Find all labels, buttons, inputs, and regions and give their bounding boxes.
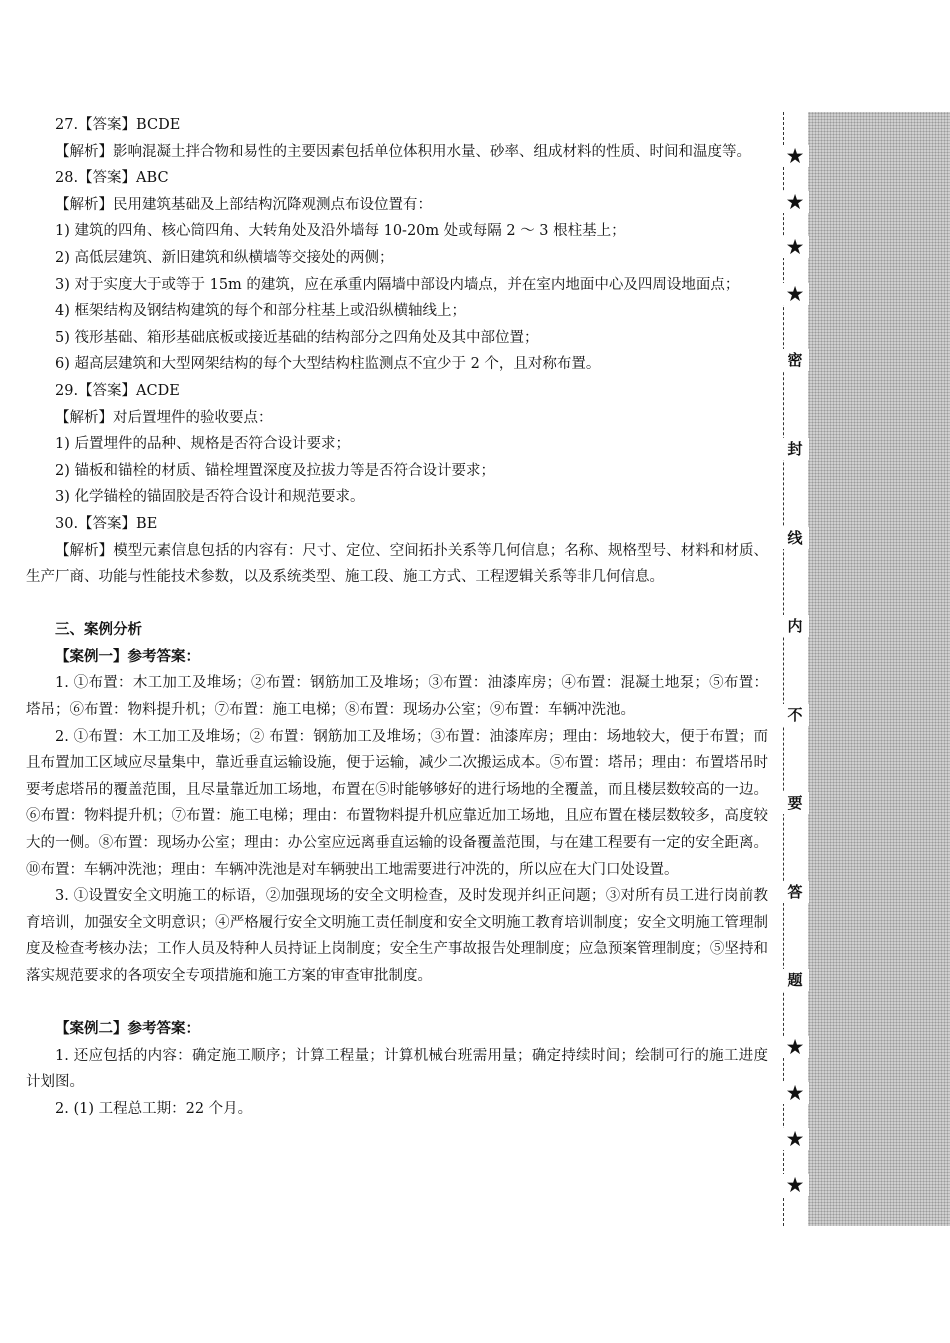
seal-char: 线 bbox=[781, 527, 809, 549]
star-icon: ★ bbox=[781, 283, 809, 305]
case2-answer-2: 2. (1) 工程总工期：22 个月。 bbox=[55, 1100, 253, 1117]
star-icon: ★ bbox=[781, 1128, 809, 1150]
case1-title: 【案例一】参考答案： bbox=[55, 647, 200, 665]
section-title: 三、案例分析 bbox=[55, 621, 142, 639]
answer-content bbox=[26, 112, 768, 1123]
seal-char: 题 bbox=[781, 969, 809, 991]
case1-answer-3: 3. ①设置安全文明施工的标语，②加强现场的安全文明检查，及时发现并纠正问题；③对所有员工进行岗前教育培训，加强安全文明意识；④严格履行安全文明施工责任制度和安全文明施工教育培训制度；安全文明施工管理制度及检查考核办法；工作人员及特种人员持证上岗制度；安全生产事故报告处理制度；应急预案管理制度；⑤坚持和落实规范要求的各项安全专项措施和施工方案的审查审批制度。 bbox=[26, 888, 768, 984]
seal-char: 不 bbox=[781, 704, 809, 726]
seal-dashed-line bbox=[783, 112, 784, 1226]
q29-intro: 【解析】对后置埋件的验收要点： bbox=[55, 409, 273, 426]
case2-answer-1: 1. 还应包括的内容：确定施工顺序；计算工程量；计算机械台班需用量；确定持续时间；绘制可行的施工进度计划图。 bbox=[26, 1047, 768, 1091]
star-icon: ★ bbox=[781, 145, 809, 167]
seal-char: 封 bbox=[781, 438, 809, 460]
star-icon: ★ bbox=[781, 1036, 809, 1058]
seal-char: 内 bbox=[781, 615, 809, 637]
q30-heading: 30.【答案】BE bbox=[55, 515, 158, 532]
q28-heading: 28.【答案】ABC bbox=[55, 170, 169, 187]
q30-analysis: 【解析】模型元素信息包括的内容有：尺寸、定位、空间拓扑关系等几何信息；名称、规格型号、材料和材质、生产厂商、功能与性能技术参数，以及系统类型、施工段、施工方式、工程逻辑关系等非几何信息。 bbox=[26, 542, 768, 586]
q29-heading: 29.【答案】ACDE bbox=[55, 382, 180, 399]
q28-item: 4) 框架结构及钢结构建筑的每个和部分柱基上或沿纵横轴线上； bbox=[55, 303, 466, 320]
seal-char: 密 bbox=[781, 349, 809, 371]
star-icon: ★ bbox=[781, 1082, 809, 1104]
q28-item: 6) 超高层建筑和大型网架结构的每个大型结构柱监测点不宜少于 2 个，且对称布置。 bbox=[55, 356, 601, 373]
star-icon: ★ bbox=[781, 191, 809, 213]
q27-analysis: 【解析】影响混凝土拌合物和易性的主要因素包括单位体积用水量、砂率、组成材料的性质、时间和温度等。 bbox=[55, 143, 751, 160]
case1-answer-2: 2. ①布置：木工加工及堆场；② 布置：钢筋加工及堆场；③布置：油漆库房；理由：场地较大，便于布置；而且布置加工区域应尽量集中，靠近垂直运输设施，便于运输，减少二次搬运成本。⑤布置：塔吊；理由：布置塔吊时要考虑塔吊的覆盖范围，且尽量靠近加工场地，布置在⑤时能够够好的进行场地的全覆盖，而且楼层数较高的一边。⑥布置：物料提升机；⑦布置：施工电梯；理由：布置物料提升机应靠近加工场地，且应布置在楼层数较多，高度较大的一侧。⑧布置：现场办公室；理由：办公室应远离垂直运输的设备覆盖范围，与在建工程要有一定的安全距离。⑩布置：车辆冲洗池；理由：车辆冲洗池是对车辆驶出工地需要进行冲洗的，所以应在大门口处设置。 bbox=[26, 728, 768, 878]
sidebar-dotted-strip bbox=[808, 112, 950, 1226]
seal-char: 答 bbox=[781, 881, 809, 903]
q28-item: 5) 筏形基础、箱形基础底板或接近基础的结构部分之四角处及其中部位置； bbox=[55, 329, 539, 346]
q28-intro: 【解析】民用建筑基础及上部结构沉降观测点布设位置有： bbox=[55, 196, 432, 213]
q28-item: 2) 高低层建筑、新旧建筑和纵横墙等交接处的两侧； bbox=[55, 249, 394, 266]
q28-item: 1) 建筑的四角、核心筒四角、大转角处及沿外墙每 10-20m 处或每隔 2 ～ 3 根柱基上； bbox=[55, 223, 626, 240]
seal-char: 要 bbox=[781, 792, 809, 814]
star-icon: ★ bbox=[781, 1174, 809, 1196]
q29-item: 3) 化学锚栓的锚固胶是否符合设计和规范要求。 bbox=[55, 489, 365, 506]
q29-item: 2) 锚板和锚栓的材质、锚栓埋置深度及拉拔力等是否符合设计要求； bbox=[55, 462, 495, 479]
case1-answer-1: 1. ①布置：木工加工及堆场；②布置：钢筋加工及堆场；③布置：油漆库房；④布置：混凝土地泵；⑤布置：塔吊；⑥布置：物料提升机；⑦布置：施工电梯；⑧布置：现场办公室；⑨布置：车辆冲洗池。 bbox=[26, 675, 768, 719]
star-icon: ★ bbox=[781, 236, 809, 258]
q27-heading: 27.【答案】BCDE bbox=[55, 117, 181, 133]
q29-item: 1) 后置埋件的品种、规格是否符合设计要求； bbox=[55, 436, 350, 453]
case2-title: 【案例二】参考答案： bbox=[55, 1020, 200, 1038]
q28-item: 3) 对于实度大于或等于 15m 的建筑，应在承重内隔墙中部设内墙点，并在室内地面中心及四周设地面点； bbox=[55, 276, 740, 293]
